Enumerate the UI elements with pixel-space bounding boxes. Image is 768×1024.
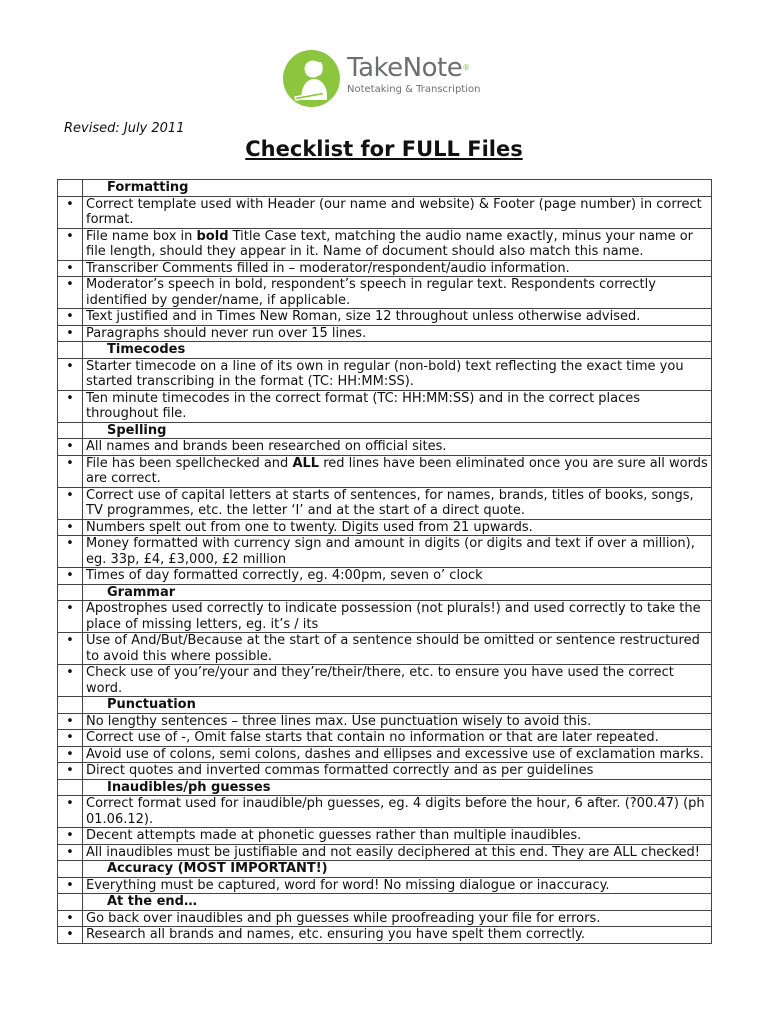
checklist-item [83,927,712,944]
checklist-item-row [58,228,712,260]
checklist-item-row [58,196,712,228]
checklist-item-row [58,519,712,536]
checklist-table [57,179,712,944]
checklist-item-row [58,568,712,585]
section-heading: Punctuation [83,697,712,714]
checklist-item [83,536,712,568]
bullet-icon: • [58,877,83,894]
item-text: Use of And/But/Because at the start of a sentence should be omitted or sentence restructured to avoid this where possible. [86,633,700,664]
section-heading-row [58,861,712,878]
section-heading: At the end… [83,894,712,911]
logo-name: TakeNote® [347,53,470,83]
item-text: Everything must be captured, word for word! No missing dialogue or inaccuracy. [86,877,610,893]
bullet-icon: • [58,439,83,456]
section-bullet-cell [58,697,83,714]
checklist-item [83,910,712,927]
item-text: Direct quotes and inverted commas formatted correctly and as per guidelines [86,763,594,778]
section-bullet-cell [58,779,83,796]
bullet-icon: • [58,568,83,585]
bullet-icon: • [58,910,83,927]
checklist-item-row [58,665,712,697]
bullet-icon: • [58,927,83,944]
checklist-item-row [58,358,712,390]
checklist-item [83,844,712,861]
checklist-item [83,277,712,309]
item-text: Apostrophes used correctly to indicate possession (not plurals!) and used correctly to take the place of missing letters, eg. it’s / its [86,601,701,632]
checklist-item-row [58,277,712,309]
bullet-icon: • [58,746,83,763]
bullet-icon: • [58,665,83,697]
checklist-item-row [58,601,712,633]
section-heading-row [58,894,712,911]
item-text: File has been spellchecked and [86,455,293,471]
bullet-icon: • [58,730,83,747]
section-bullet-cell [58,342,83,359]
section-heading: Accuracy (MOST IMPORTANT!) [83,861,712,878]
item-text: Research all brands and names, etc. ensuring you have spelt them correctly. [86,927,586,942]
checklist-item [83,601,712,633]
checklist-item-row [58,309,712,326]
logo-person-icon [283,50,340,107]
bullet-icon: • [58,325,83,342]
checklist-item-row [58,536,712,568]
bullet-icon: • [58,455,83,487]
item-text: All inaudibles must be justifiable and not easily deciphered at this end. They are ALL checked! [86,844,700,860]
page-title: Checklist for FULL Files [245,137,523,161]
item-text: Correct use of capital letters at starts of sentences, for names, brands, titles of books, songs, TV programmes, etc. the letter ‘I’ and at the start of a direct quote. [86,487,694,518]
bullet-icon: • [58,796,83,828]
section-heading: Spelling [83,422,712,439]
checklist-item-row [58,325,712,342]
item-text: Text justified and in Times New Roman, size 12 throughout unless otherwise advised. [86,309,641,324]
checklist-item-row [58,633,712,665]
bullet-icon: • [58,390,83,422]
section-bullet-cell [58,422,83,439]
checklist-item [83,568,712,585]
bullet-icon: • [58,358,83,390]
checklist-item-row [58,763,712,780]
checklist-item [83,796,712,828]
section-heading-row [58,422,712,439]
checklist-item [83,196,712,228]
checklist-item [83,260,712,277]
item-text: Money formatted with currency sign and amount in digits (or digits and text if over a million), eg. 33p, £4, £3,000, £2 million [86,536,695,567]
item-text: Times of day formatted correctly, eg. 4:00pm, seven o’ clock [86,568,483,583]
checklist-item [83,519,712,536]
bullet-icon: • [58,519,83,536]
section-heading-row [58,584,712,601]
bullet-icon: • [58,277,83,309]
bullet-icon: • [58,601,83,633]
takenote-logo [283,48,493,106]
bullet-icon: • [58,260,83,277]
checklist-item [83,877,712,894]
bullet-icon: • [58,196,83,228]
checklist-item [83,325,712,342]
checklist-item [83,730,712,747]
item-text: red lines have been eliminated once you are sure all words are correct. [86,455,708,486]
checklist-item [83,455,712,487]
bullet-icon: • [58,763,83,780]
checklist-item [83,390,712,422]
checklist-item [83,763,712,780]
checklist-item [83,358,712,390]
checklist-item-row [58,487,712,519]
item-text: Correct use of -, Omit false starts that contain no information or that are later repeated. [86,730,659,745]
checklist-item-row [58,746,712,763]
section-heading-row [58,779,712,796]
checklist-item [83,439,712,456]
bullet-icon: • [58,828,83,845]
section-heading: Inaudibles/ph guesses [83,779,712,796]
bullet-icon: • [58,633,83,665]
logo-tagline: Notetaking & Transcription [347,84,481,95]
checklist-item-row [58,713,712,730]
item-bold-text: bold [196,228,229,244]
checklist-item [83,665,712,697]
checklist-item [83,228,712,260]
section-bullet-cell [58,861,83,878]
bullet-icon: • [58,228,83,260]
bullet-icon: • [58,536,83,568]
checklist-item-row [58,927,712,944]
item-text: Transcriber Comments filled in – moderator/respondent/audio information. [86,260,570,276]
checklist-item [83,309,712,326]
item-text: Ten minute timecodes in the correct format (TC: HH:MM:SS) and in the correct places throughout file. [86,390,641,421]
bullet-icon: • [58,487,83,519]
checklist-item-row [58,455,712,487]
item-text: No lengthy sentences – three lines max. Use punctuation wisely to avoid this. [86,713,592,729]
bullet-icon: • [58,844,83,861]
item-text: Correct template used with Header (our name and website) & Footer (page number) in correct format. [86,196,702,227]
section-heading-row [58,342,712,359]
section-heading-row [58,697,712,714]
item-text: Title Case text, matching the audio name exactly, minus your name or file length, should they appear in it. Name of document should also match this name. [86,228,694,259]
checklist-item [83,746,712,763]
checklist-item-row [58,844,712,861]
section-heading: Timecodes [83,342,712,359]
bullet-icon: • [58,713,83,730]
item-text: Starter timecode on a line of its own in regular (non-bold) text reflecting the exact time you started transcribing in the format (TC: HH:MM:SS). [86,358,684,389]
item-text: Paragraphs should never run over 15 lines. [86,325,367,341]
item-text: Avoid use of colons, semi colons, dashes and ellipses and excessive use of exclamation marks. [86,746,704,762]
section-bullet-cell [58,584,83,601]
checklist-item-row [58,730,712,747]
section-heading: Grammar [83,584,712,601]
checklist-item-row [58,910,712,927]
checklist-item [83,633,712,665]
item-text: Moderator’s speech in bold, respondent’s speech in regular text. Respondents correctly identified by gender/name, if applicable. [86,277,656,308]
item-text: Decent attempts made at phonetic guesses rather than multiple inaudibles. [86,828,582,843]
section-bullet-cell [58,894,83,911]
item-text: Check use of you’re/your and they’re/their/there, etc. to ensure you have used the correct word. [86,665,674,696]
section-heading: Formatting [83,180,712,197]
checklist-item-row [58,260,712,277]
item-bold-text: ALL [292,455,320,471]
checklist-item [83,487,712,519]
checklist-item-row [58,796,712,828]
item-text: Go back over inaudibles and ph guesses while proofreading your file for errors. [86,910,601,926]
item-text: All names and brands been researched on official sites. [86,439,447,454]
section-heading-row [58,180,712,197]
checklist-item-row [58,877,712,894]
item-text: Correct format used for inaudible/ph guesses, eg. 4 digits before the hour, 6 after. (?00.47) (ph 01.06.12). [86,796,705,827]
checklist-item [83,713,712,730]
item-text: File name box in [86,228,197,244]
bullet-icon: • [58,309,83,326]
section-bullet-cell [58,180,83,197]
checklist-item-row [58,828,712,845]
checklist-item-row [58,390,712,422]
item-text: Numbers spelt out from one to twenty. Digits used from 21 upwards. [86,519,533,535]
revised-date: Revised: July 2011 [64,121,185,136]
checklist-item [83,828,712,845]
checklist-item-row [58,439,712,456]
